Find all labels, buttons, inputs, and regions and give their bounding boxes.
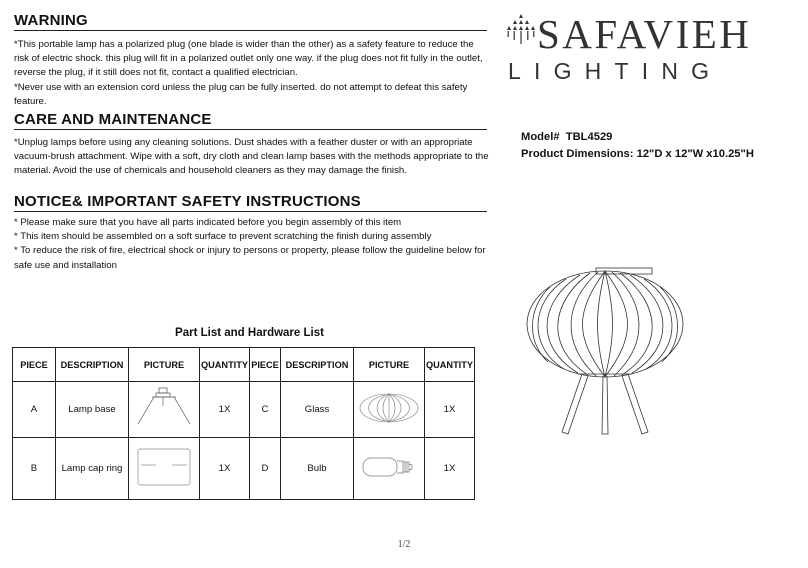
quantity-cell: 1X [425,438,475,500]
lamp-illustration [520,262,690,440]
piece-cell: D [250,438,281,500]
notice-text [14,216,489,273]
model-number: Model# TBL4529 [521,131,613,143]
care-heading: CARE AND MAINTENANCE [14,111,487,130]
column-header: DESCRIPTION [56,348,129,382]
column-header: PICTURE [354,348,425,382]
quantity-cell: 1X [425,382,475,438]
column-header: PICTURE [129,348,200,382]
parts-table [12,347,475,500]
piece-cell: B [13,438,56,500]
column-header: QUANTITY [425,348,475,382]
piece-cell: C [250,382,281,438]
product-info [521,129,754,163]
picture-cell [129,382,200,438]
warning-heading: WARNING [14,12,487,31]
notice-line: * Please make sure that you have all parts indicated before you begin assembly of this item [14,217,402,228]
care-text [14,136,489,179]
column-header: DESCRIPTION [281,348,354,382]
care-line: *Unplug lamps before using any cleaning solutions. Dust shades with a feather duster or with an appropriate vacuum-brush attachment. Wipe with a soft, dry cloth and clean lamp bases with the methods appropriate to the material. Avoid the use of chemicals and household cleaners as they may damage the finish. [14,137,489,177]
product-dimensions: Product Dimensions: 12"D x 12"W x10.25"H [521,148,754,160]
table-title: Part List and Hardware List [175,327,324,339]
table-row [13,382,475,438]
column-header: QUANTITY [200,348,250,382]
description-cell: Glass [281,382,354,438]
cap-ring-picture [132,445,196,489]
picture-cell [354,438,425,500]
picture-cell [129,438,200,500]
description-cell: Lamp cap ring [56,438,129,500]
brand-subtitle: LIGHTING [508,58,723,84]
column-header: PIECE [13,348,56,382]
warning-line: *This portable lamp has a polarized plug (one blade is wider than the other) as a safety feature to reduce the risk of electric shock. this plug will fit in a polarized outlet only one way. if the plug does not fit fully in the outlet, reverse the plug, if it still does not fit, contact a qualified electrician. [14,39,483,79]
picture-cell [354,382,425,438]
warning-line: *Never use with an extension cord unless the plug can be fully inserted. do not attempt to defeat this safety feature. [14,81,468,107]
table-row [13,438,475,500]
notice-line: * To reduce the risk of fire, electrical shock or injury to persons or property, please follow the guideline below for safe use and installation [14,245,486,271]
piece-cell: A [13,382,56,438]
quantity-cell: 1X [200,382,250,438]
glass-shade-picture [357,390,421,426]
notice-heading: NOTICE& IMPORTANT SAFETY INSTRUCTIONS [14,193,487,212]
column-header: PIECE [250,348,281,382]
lamp-base-picture [132,386,196,430]
bulb-picture [357,452,421,482]
notice-line: * This item should be assembled on a soft surface to prevent scratching the finish during assembly [14,231,432,243]
warning-text [14,38,489,109]
description-cell: Lamp base [56,382,129,438]
brand-name: SAFAVIEH [537,11,752,57]
description-cell: Bulb [281,438,354,500]
brand-chandelier-icon [504,12,538,46]
page-number: 1/2 [397,539,411,550]
quantity-cell: 1X [200,438,250,500]
table-header-row [13,348,475,382]
